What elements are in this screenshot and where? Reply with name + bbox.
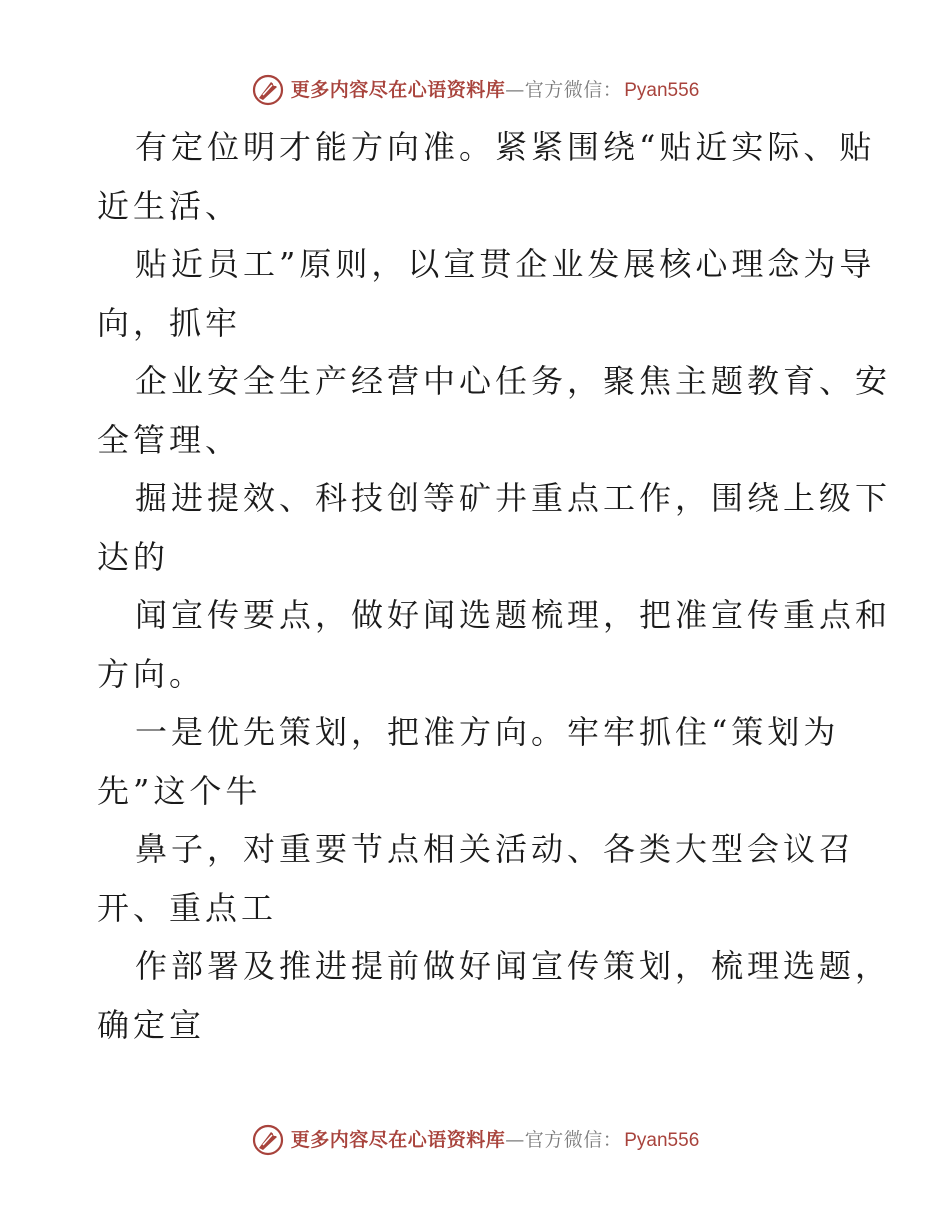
body-line: 闻宣传要点，做好闻选题梳理，把准宣传重点和 — [135, 596, 892, 634]
body-line: 近生活、 — [97, 186, 242, 225]
header-banner-text — [290, 78, 700, 101]
footer-banner — [0, 1120, 950, 1160]
body-line: 确定宣 — [97, 1005, 206, 1044]
body-line: 有定位明才能方向准。紧紧围绕“贴近实际、贴 — [135, 128, 876, 166]
body-line: 掘进提效、科技创等矿井重点工作，围绕上级下 — [135, 479, 892, 517]
footer-main-text: 更多内容尽在心语资料库 — [290, 1128, 506, 1151]
footer-separator: —官方微信： — [505, 1128, 623, 1151]
body-line: 先”这个牛 — [97, 771, 262, 810]
body-line: 鼻子，对重要节点相关活动、各类大型会议召 — [135, 830, 856, 868]
footer-banner-text — [290, 1128, 700, 1151]
body-line: 一是优先策划，把准方向。牢牢抓住“策划为 — [135, 713, 840, 751]
body-line: 作部署及推进提前做好闻宣传策划，梳理选题， — [135, 947, 892, 985]
header-separator: —官方微信： — [505, 78, 623, 101]
body-line: 贴近员工”原则，以宣贯企业发展核心理念为导 — [135, 245, 876, 283]
document-body — [97, 118, 892, 1054]
body-line: 向，抓牢 — [97, 303, 242, 342]
header-banner — [0, 70, 950, 110]
body-line: 达的 — [97, 537, 170, 576]
header-wechat-id: Pyan556 — [624, 79, 700, 101]
pen-nib-logo-icon — [251, 73, 285, 107]
header-main-text: 更多内容尽在心语资料库 — [290, 78, 506, 101]
body-line: 方向。 — [97, 654, 206, 693]
body-line: 全管理、 — [97, 420, 242, 459]
footer-wechat-id: Pyan556 — [624, 1129, 700, 1151]
body-line: 开、重点工 — [97, 888, 278, 927]
pen-nib-logo-icon — [251, 1123, 285, 1157]
body-line: 企业安全生产经营中心任务，聚焦主题教育、安 — [135, 362, 892, 400]
